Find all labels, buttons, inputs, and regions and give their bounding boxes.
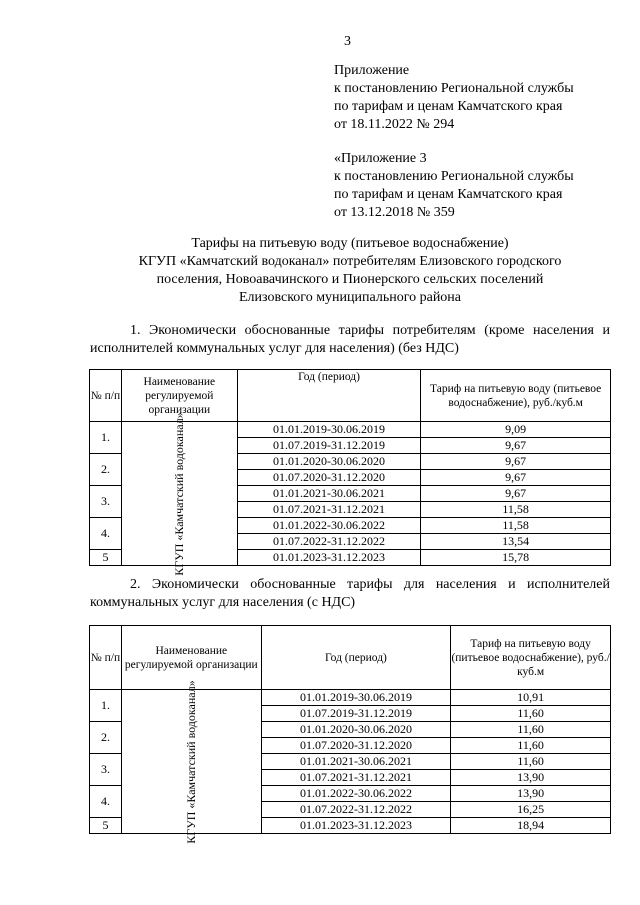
tariff-cell: 11,58 — [421, 518, 611, 534]
row-number: 4. — [90, 518, 122, 550]
title-line: Елизовского муниципального района — [238, 290, 462, 305]
appendix-original — [334, 150, 574, 222]
tariff-table-1 — [89, 369, 611, 576]
tariff-cell: 9,67 — [421, 454, 611, 470]
tariff-cell: 9,67 — [421, 470, 611, 486]
tariff-cell: 10,91 — [451, 690, 611, 706]
appendix-current — [334, 62, 574, 134]
period-cell: 01.07.2020-31.12.2020 — [261, 738, 451, 754]
appendix-line: по тарифам и ценам Камчатского края — [334, 99, 563, 114]
table-header-row — [90, 626, 611, 690]
header-period: Год (период) — [237, 370, 421, 422]
period-cell: 01.01.2023-31.12.2023 — [237, 550, 421, 566]
row-number: 2. — [90, 454, 122, 486]
tariff-cell: 13,90 — [451, 770, 611, 786]
title-line: поселения, Новоавачинского и Пионерского сельских поселений — [156, 272, 544, 287]
row-number: 2. — [90, 722, 122, 754]
period-cell: 01.01.2021-30.06.2021 — [237, 486, 421, 502]
tariff-cell: 9,09 — [421, 422, 611, 438]
period-cell: 01.01.2019-30.06.2019 — [261, 690, 451, 706]
header-tariff: Тариф на питьевую воду (питьевое водоснабжение), руб./куб.м — [421, 370, 611, 422]
appendix-line: «Приложение 3 — [334, 151, 427, 166]
header-period: Год (период) — [261, 626, 451, 690]
org-cell — [121, 679, 261, 844]
period-cell: 01.07.2022-31.12.2022 — [237, 534, 421, 550]
row-number: 3. — [90, 486, 122, 518]
tariff-cell: 9,67 — [421, 438, 611, 454]
period-cell: 01.07.2021-31.12.2021 — [261, 770, 451, 786]
row-number: 3. — [90, 754, 122, 786]
tariff-cell: 11,60 — [451, 722, 611, 738]
title-line: Тарифы на питьевую воду (питьевое водоснабжение) — [191, 236, 509, 251]
period-cell: 01.01.2022-30.06.2022 — [261, 786, 451, 802]
org-name: КГУП «Камчатский водоканал» — [184, 679, 199, 844]
appendix-line: к постановлению Региональной службы — [334, 81, 574, 96]
org-cell — [121, 411, 237, 576]
period-cell: 01.01.2020-30.06.2020 — [261, 722, 451, 738]
appendix-line: от 13.12.2018 № 359 — [334, 205, 455, 220]
tariff-cell: 11,60 — [451, 706, 611, 722]
row-number: 1. — [90, 690, 122, 722]
period-cell: 01.07.2021-31.12.2021 — [237, 502, 421, 518]
header-org: Наименование регулируемой организации — [121, 370, 237, 422]
section2-heading — [90, 576, 610, 612]
period-cell: 01.01.2019-30.06.2019 — [237, 422, 421, 438]
period-cell: 01.01.2021-30.06.2021 — [261, 754, 451, 770]
section2-line2: коммунальных услуг для населения (с НДС) — [90, 595, 356, 610]
tariff-cell: 18,94 — [451, 818, 611, 834]
period-cell: 01.07.2020-31.12.2020 — [237, 470, 421, 486]
tariff-cell: 13,54 — [421, 534, 611, 550]
period-cell: 01.07.2019-31.12.2019 — [261, 706, 451, 722]
tariff-table-2 — [89, 625, 611, 844]
document-title — [90, 235, 610, 307]
header-tariff: Тариф на питьевую воду (питьевое водоснабжение), руб./куб.м — [451, 626, 611, 690]
tariff-cell: 13,90 — [451, 786, 611, 802]
row-number: 5 — [90, 550, 122, 566]
row-number: 4. — [90, 786, 122, 818]
appendix-line: от 18.11.2022 № 294 — [334, 117, 455, 132]
section1-heading — [90, 322, 610, 358]
section1-line2: исполнителей коммунальных услуг для населения) (без НДС) — [90, 341, 459, 356]
tariff-cell: 15,78 — [421, 550, 611, 566]
table-row — [90, 422, 611, 438]
tariff-cell: 11,60 — [451, 738, 611, 754]
period-cell: 01.01.2022-30.06.2022 — [237, 518, 421, 534]
section1-line1: 1. Экономически обоснованные тарифы потребителям (кроме населения и — [130, 323, 610, 338]
header-num: № п/п — [90, 370, 122, 422]
page-number: 3 — [344, 34, 351, 49]
period-cell: 01.01.2020-30.06.2020 — [237, 454, 421, 470]
period-cell: 01.07.2019-31.12.2019 — [237, 438, 421, 454]
tariff-cell: 11,60 — [451, 754, 611, 770]
header-num: № п/п — [90, 626, 122, 690]
section2-line1: 2. Экономически обоснованные тарифы для населения и исполнителей — [130, 577, 610, 592]
header-org: Наименование регулируемой организации — [121, 626, 261, 690]
appendix-line: по тарифам и ценам Камчатского края — [334, 187, 563, 202]
appendix-line: Приложение — [334, 63, 410, 78]
title-line: КГУП «Камчатский водоканал» потребителям Елизовского городского — [138, 254, 562, 269]
table-row — [90, 690, 611, 706]
row-number: 1. — [90, 422, 122, 454]
tariff-cell: 16,25 — [451, 802, 611, 818]
period-cell: 01.01.2023-31.12.2023 — [261, 818, 451, 834]
row-number: 5 — [90, 818, 122, 834]
appendix-line: к постановлению Региональной службы — [334, 169, 574, 184]
tariff-cell: 11,58 — [421, 502, 611, 518]
org-name: КГУП «Камчатский водоканал» — [172, 411, 187, 576]
period-cell: 01.07.2022-31.12.2022 — [261, 802, 451, 818]
tariff-cell: 9,67 — [421, 486, 611, 502]
table-header-row — [90, 370, 611, 422]
